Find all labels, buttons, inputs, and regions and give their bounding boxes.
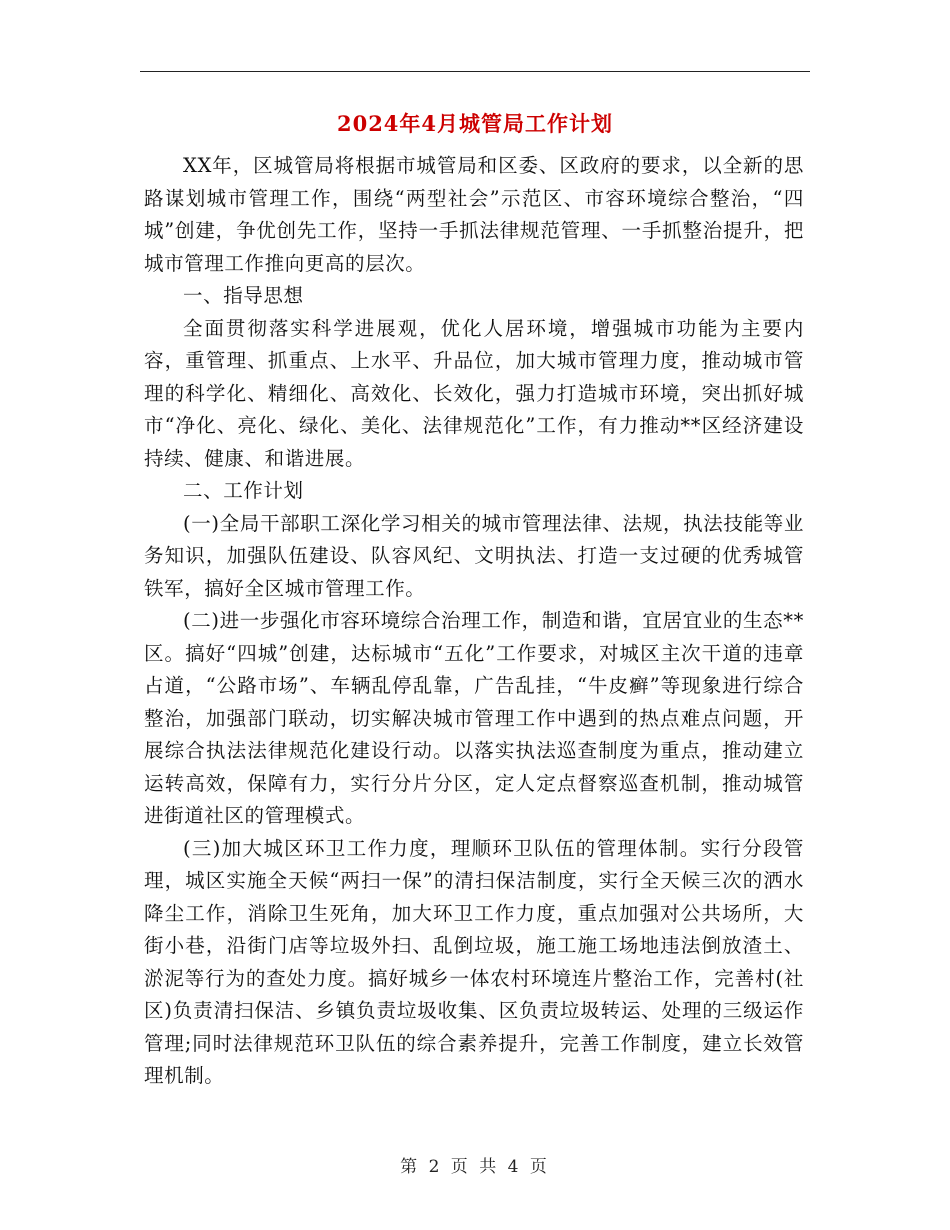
section-heading-work-plan: 二、工作计划 <box>183 479 304 502</box>
document-body <box>144 150 804 1093</box>
work-plan-item-2: (二)进一步强化市容环境综合治理工作，制造和谐，宜居宜业的生态**区。搞好“四城”创建，达标城市“五化”工作要求，对城区主次干道的违章占道，“公路市场”、车辆乱停乱靠，广告乱挂，“牛皮癣”等现象进行综合整治，加强部门联动，切实解决城市管理工作中遇到的热点难点问题，开展综合执法法律规范化建设行动。以落实执法巡查制度为重点，推动建立运转高效，保障有力，实行分片分区，定人定点督察巡查机制，推动城管进街道社区的管理模式。 <box>144 609 804 827</box>
header-rule <box>140 71 810 72</box>
section-heading-guiding-ideology: 一、指导思想 <box>183 284 304 307</box>
work-plan-item-3: (三)加大城区环卫工作力度，理顺环卫队伍的管理体制。实行分段管理，城区实施全天候“两扫一保”的清扫保洁制度，实行全天候三次的洒水降尘工作，消除卫生死角，加大环卫工作力度，重点加强对公共场所，大街小巷，沿街门店等垃圾外扫、乱倒垃圾，施工施工场地违法倒放渣土、淤泥等行为的查处力度。搞好城乡一体农村环境连片整治工作，完善村(社区)负责清扫保洁、乡镇负责垃圾收集、区负责垃圾转运、处理的三级运作管理;同时法律规范环卫队伍的综合素养提升，完善工作制度，建立长效管理机制。 <box>144 836 804 1087</box>
page-number: 第 2 页 共 4 页 <box>400 1157 550 1177</box>
document-title: 2024年4月城管局工作计划 <box>336 111 614 136</box>
guiding-ideology-paragraph: 全面贯彻落实科学进展观，优化人居环境，增强城市功能为主要内容，重管理、抓重点、上水平、升品位，加大城市管理力度，推动城市管理的科学化、精细化、高效化、长效化，强力打造城市环境，突出抓好城市“净化、亮化、绿化、美化、法律规范化”工作，有力推动**区经济建设持续、健康、和谐进展。 <box>144 316 804 470</box>
work-plan-item-1: (一)全局干部职工深化学习相关的城市管理法律、法规，执法技能等业务知识，加强队伍建设、队容风纪、文明执法、打造一支过硬的优秀城管铁军，搞好全区城市管理工作。 <box>144 511 804 600</box>
intro-paragraph: XX年，区城管局将根据市城管局和区委、区政府的要求，以全新的思路谋划城市管理工作，围绕“两型社会”示范区、市容环境综合整治，“四城”创建，争优创先工作，坚持一手抓法律规范管理、一手抓整治提升，把城市管理工作推向更高的层次。 <box>144 154 804 275</box>
